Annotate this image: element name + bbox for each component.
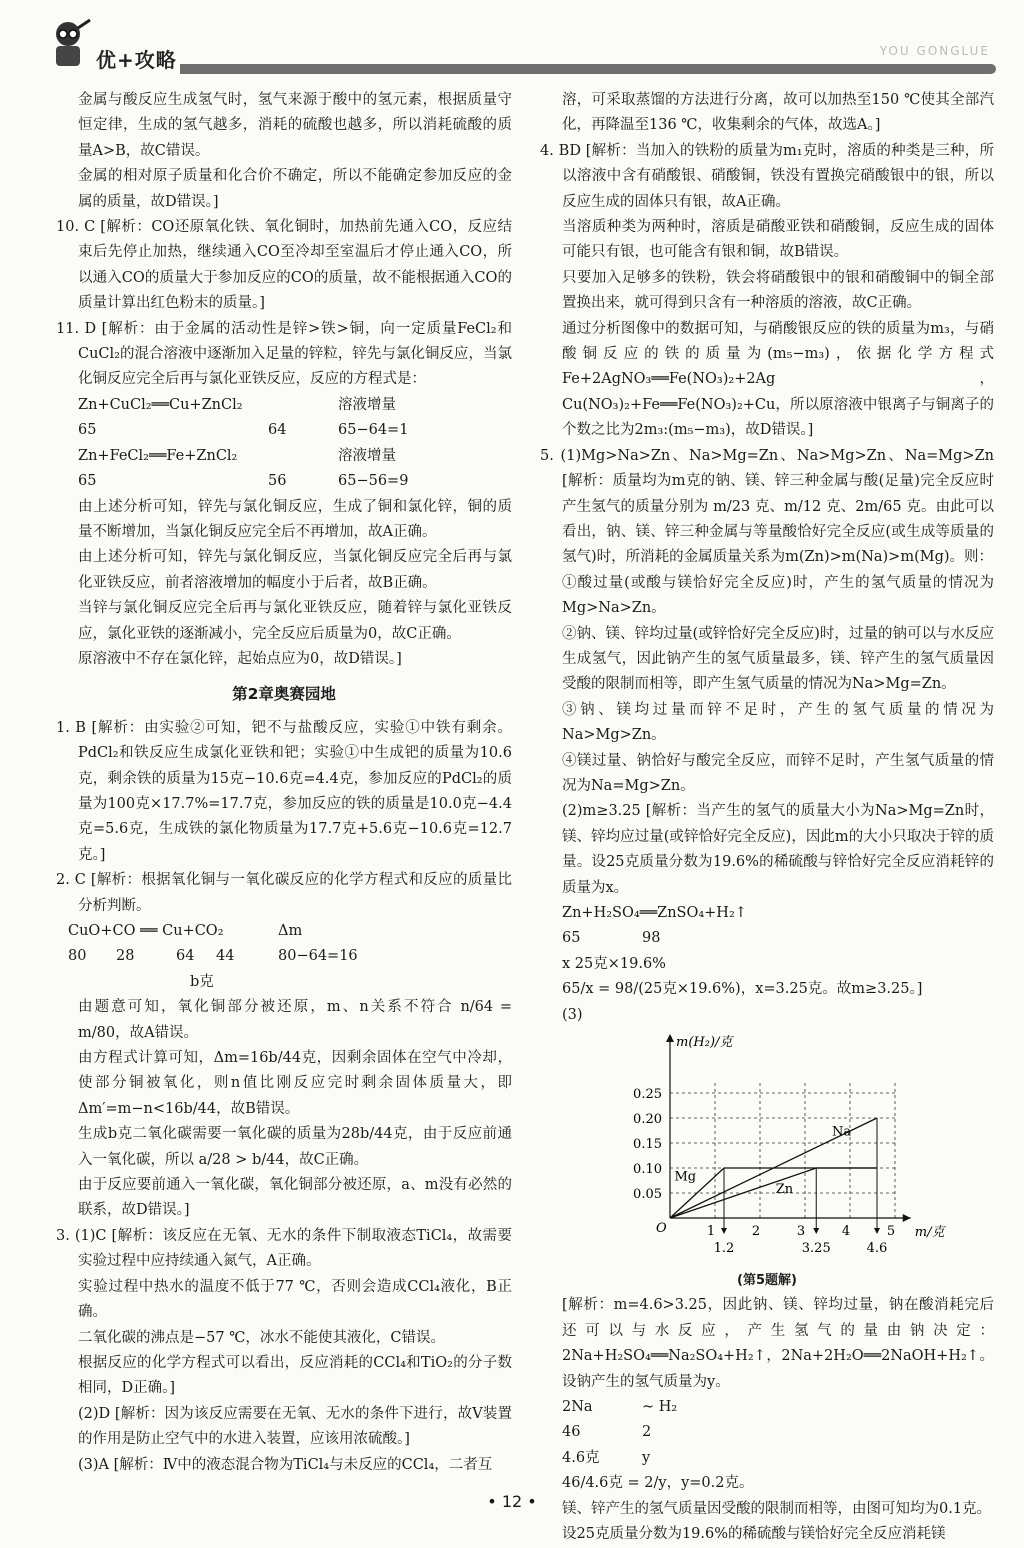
calc-cell: 65 xyxy=(562,930,581,947)
calc-cell: 4.6克 xyxy=(562,1449,600,1466)
paragraph: 实验过程中热水的温度不低于77 ℃，否则会造成CCl₄液化，B正确。 xyxy=(78,1278,512,1321)
calc-cell: Zn+CuCl₂══Cu+ZnCl₂ xyxy=(78,396,243,413)
left-column xyxy=(56,88,512,1478)
hydrogen-chart xyxy=(540,1028,994,1268)
calc-cell: 溶液增量 xyxy=(338,396,396,413)
paragraph: 根据反应的化学方程式可以看出，反应消耗的CCl₄和TiO₂的分子数相同，D正确。] xyxy=(78,1354,512,1397)
calc-cell: 溶液增量 xyxy=(338,447,396,464)
page-header xyxy=(0,0,1024,90)
paragraph: (2)m≥3.25 [解析：当产生的氢气的质量大小为Na>Mg=Zn时，镁、锌均应过量(或锌恰好完全反应)，因此m的大小只取决于锌的质量。设25克质量分数为19.6%的稀硫酸与锌恰好完全反应消耗锌的质量为x。 xyxy=(562,803,994,896)
calc-cell: 65 xyxy=(78,473,97,490)
calc-cell: 65 xyxy=(78,422,97,439)
calc-cell: Zn+FeCl₂══Fe+ZnCl₂ xyxy=(78,447,238,464)
answer-11: 11. D [解析：由于金属的活动性是锌>铁>铜，向一定质量FeCl₂和CuCl₂的混合溶液中逐渐加入足量的锌粒，锌先与氯化铜反应，当氯化铜反应完全后再与氯化亚铁反应，反应的方程式是： xyxy=(56,320,512,388)
y-axis-label: m(H₂)/克 xyxy=(676,1035,733,1051)
q5-na-calc xyxy=(540,1395,994,1471)
mascot-icon xyxy=(48,18,92,70)
paragraph: 金属的相对原子质量和化合价不确定，所以不能确定参加反应的金属的质量，故D错误。] xyxy=(78,168,512,210)
paragraph: ④镁过量、钠恰好与酸完全反应，而锌不足时，产生氢气质量的情况为Na=Mg>Zn。 xyxy=(562,752,994,794)
q11-calc-table xyxy=(56,393,512,495)
paragraph: 当锌与氯化铜反应完全后再与氯化亚铁反应，随着锌与氯化亚铁反应，氯化亚铁的逐渐减小，完全反应后质量为0，故C正确。 xyxy=(78,600,512,642)
calc-cell: 64 xyxy=(268,422,287,439)
calc-cell: 65−64=1 xyxy=(338,422,409,439)
chart-svg xyxy=(540,1028,994,1268)
equation: CuO+CO ══ Cu+CO₂ xyxy=(68,923,224,939)
calc-cell: 28 xyxy=(116,948,135,965)
x-tick-label: 1 xyxy=(706,1224,716,1240)
calc-cell: 56 xyxy=(268,473,287,490)
paragraph: 只要加入足够多的铁粉，铁会将硝酸银中的银和硝酸铜中的铜全部置换出来，就可得到只含有一种溶质的溶液，故C正确。 xyxy=(562,269,994,312)
s2-b-label: b克 xyxy=(190,973,214,990)
s2-numbers xyxy=(56,944,512,969)
y-tick-label: 0.10 xyxy=(633,1162,662,1178)
brand-tagline: YOU GONGLUE xyxy=(879,44,990,58)
calc-cell: 64 xyxy=(176,948,195,965)
marker-label: 3.25 xyxy=(801,1241,831,1257)
answer-s3: 3. (1)C [解析：该反应在无氧、无水的条件下制取液态TiCl₄，故需要实验过程中应持续通入氮气，A正确。 xyxy=(56,1227,512,1270)
x-tick-label: 5 xyxy=(886,1224,896,1240)
chart-caption: (第5题解) xyxy=(737,1273,797,1289)
equation: Zn+H₂SO₄══ZnSO₄+H₂↑ xyxy=(562,905,747,921)
paragraph: 由题意可知，氧化铜部分被还原，m、n关系不符合 n/64 = m/80，故A错误。 xyxy=(78,999,512,1041)
x-axis-arrow xyxy=(903,1214,911,1222)
paragraph: (3)A [解析：Ⅳ中的液态混合物为TiCl₄与未反应的CCl₄，二者互 xyxy=(78,1456,493,1473)
calc-cell xyxy=(268,444,338,469)
calc-cell: 2Na xyxy=(562,1399,593,1416)
series-label-na: Na xyxy=(832,1124,852,1140)
answer-10: 10. C [解析：CO还原氧化铁、氧化铜时，加热前先通入CO，反应结束后先停止加热，继续通入CO至冷却至室温后才停止通入CO，所以通入CO的质量大于参加反应的CO的质量，故不能根据通入CO的质量计算出红色粉末的质量。] xyxy=(56,219,512,312)
x-tick-label: 4 xyxy=(841,1224,851,1240)
marker-label: 1.2 xyxy=(713,1241,735,1257)
page-number: • 12 • xyxy=(487,1492,537,1511)
answer-5: 5. (1)Mg>Na>Zn、Na>Mg=Zn、Na>Mg>Zn、Na=Mg>Zn [解析：质量均为m克的钠、镁、锌三种金属与酸(足量)完全反应时产生氢气的质量分别为 m/23 克、m/12 克、2m/65 克。由此可以看出，钠、镁、锌三种金属与等量酸恰好完全反应(或生成等质量的氢气)时，所消耗的金属质量关系为m(Zn)>m(Na)>m(Mg)。则： xyxy=(540,447,994,566)
calc-cell: 65−56=9 xyxy=(338,473,409,490)
calc-cell: 44 xyxy=(216,948,235,965)
calc-cell: ~ H₂ xyxy=(642,1399,678,1416)
calc-cell: 2 xyxy=(642,1424,652,1441)
paragraph: 设25克质量分数为19.6%的稀硫酸与镁恰好完全反应消耗镁 xyxy=(562,1526,946,1543)
series-label-zn: Zn xyxy=(775,1182,794,1198)
y-tick-label: 0.25 xyxy=(633,1087,662,1103)
paragraph: 65/x = 98/(25克×19.6%)，x=3.25克。故m≥3.25。] xyxy=(562,981,923,998)
calc-cell: 80 xyxy=(68,948,87,965)
paragraph: ③钠、镁均过量而锌不足时，产生的氢气质量的情况为Na>Mg>Zn。 xyxy=(562,701,994,744)
paragraph: 46/4.6克 = 2/y，y=0.2克。 xyxy=(562,1475,754,1492)
series-label-mg: Mg xyxy=(674,1169,697,1185)
y-tick-label: 0.15 xyxy=(633,1137,662,1153)
answer-4: 4. BD [解析：当加入的铁粉的质量为m₁克时，溶质的种类是三种，所以溶液中含有硝酸银、硝酸铜，铁没有置换完硝酸银中的银，所以反应生成的固体只有银，故A正确。 xyxy=(540,142,994,210)
calc-cell: 98 xyxy=(642,930,661,947)
calc-cell: 46 xyxy=(562,1424,581,1441)
equation-delta: Δm xyxy=(278,923,303,939)
paragraph: x 25克×19.6% xyxy=(562,955,666,972)
paragraph: 生成b克二氧化碳需要一氧化碳的质量为28b/44克，由于反应前通入一氧化碳，所以 a/28 > b/44，故C正确。 xyxy=(78,1126,512,1168)
calc-cell xyxy=(268,393,338,418)
answer-s2: 2. C [解析：根据氧化铜与一氧化碳反应的化学方程式和反应的质量比分析判断。 xyxy=(56,872,512,914)
paragraph: 原溶液中不存在氯化锌，起始点应为0，故D错误。] xyxy=(78,650,402,667)
paragraph: 由上述分析可知，锌先与氯化铜反应，生成了铜和氯化锌，铜的质量不断增加，当氯化铜反应完全后不再增加，故A正确。 xyxy=(78,498,512,540)
header-bar xyxy=(180,64,996,74)
paragraph: 金属与酸反应生成氢气时，氢气来源于酸中的氢元素，根据质量守恒定律，生成的氢气越多，消耗的硫酸也越多，所以消耗硫酸的质量A>B，故C错误。 xyxy=(78,92,512,159)
chart-label: (3) xyxy=(562,1006,583,1023)
q5-numbers xyxy=(540,926,994,951)
paragraph: 通过分析图像中的数据可知，与硝酸银反应的铁的质量为m₃，与硝酸铜反应的铁的质量为(m₅−m₃)，依据化学方程式Fe+2AgNO₃══Fe(NO₃)₂+2Ag，Cu(NO₃)₂+Fe══Fe(NO₃)₂+Cu，所以原溶液中银离子与铜离子的个数之比为2m₃:(m₅−m₃)，故D错误。] xyxy=(562,320,994,439)
marker-arrow xyxy=(721,1228,727,1234)
paragraph: [解析：m=4.6>3.25，因此钠、镁、锌均过量，钠在酸消耗完后还可以与水反应，产生氢气的量由钠决定：2Na+H₂SO₄══Na₂SO₄+H₂↑，2Na+2H₂O══2NaOH+H₂↑。设钠产生的氢气质量为y。 xyxy=(562,1297,994,1390)
answer-s1: 1. B [解析：由实验②可知，钯不与盐酸反应，实验①中铁有剩余。PdCl₂和铁反应生成氯化亚铁和钯；实验①中生成钯的质量为10.6克，剩余铁的质量为15克−10.6克=4.4克，参加反应的PdCl₂的质量为100克×17.7%=17.7克，参加反应的铁的质量是10.0克−4.4克=5.6克，生成铁的氯化物质量为17.7克+5.6克−10.6克=12.7克。] xyxy=(56,719,512,863)
paragraph: 镁、锌产生的氢气质量因受酸的限制而相等，由图可知均为0.1克。 xyxy=(562,1500,992,1517)
x-tick-label: 3 xyxy=(796,1224,806,1240)
marker-arrow xyxy=(813,1228,819,1234)
y-tick-label: 0.05 xyxy=(633,1187,662,1203)
x-axis-label: m/克 xyxy=(914,1225,945,1241)
paragraph: ②钠、镁、锌均过量(或锌恰好完全反应)时，过量的钠可以与水反应生成氢气，因此钠产生的氢气质量最多，镁、锌产生的氢气质量因受酸的限制而相等，即产生氢气质量的情况为Na>Mg=Zn。 xyxy=(562,625,994,693)
y-tick-label: 0.20 xyxy=(633,1112,662,1128)
right-column xyxy=(540,88,994,1548)
marker-label: 4.6 xyxy=(866,1241,888,1257)
calc-cell: 80−64=16 xyxy=(278,948,358,965)
paragraph: 当溶质种类为两种时，溶质是硝酸亚铁和硝酸铜，反应生成的固体可能只有银，也可能含有银和铜，故B错误。 xyxy=(562,219,994,261)
section-title: 第2章奥赛园地 xyxy=(232,685,336,704)
y-axis-arrow xyxy=(666,1034,674,1042)
marker-arrow xyxy=(874,1228,880,1234)
paragraph: 溶，可采取蒸馏的方法进行分离，故可以加热至150 ℃使其全部汽化，再降温至136 ℃，收集剩余的气体，故选A。] xyxy=(562,92,994,134)
origin-label: O xyxy=(656,1221,667,1237)
s2-equation xyxy=(56,919,512,944)
paragraph: 二氧化碳的沸点是−57 ℃，冰水不能使其液化，C错误。 xyxy=(78,1329,446,1346)
paragraph: 由方程式计算可知，Δm=16b/44克，因剩余固体在空气中冷却，使部分铜被氧化，则n值比刚反应完时剩余固体质量大，即Δm′=m−n<16b/44，故B错误。 xyxy=(78,1050,512,1117)
paragraph: (2)D [解析：因为该反应需要在无氧、无水的条件下进行，故V装置的作用是防止空气中的水进入装置，应该用浓硫酸。] xyxy=(78,1405,512,1448)
paragraph: 由于反应要前通入一氧化碳，氧化铜部分被还原，a、m没有必然的联系，故D错误。] xyxy=(78,1177,512,1219)
brand-name: 优+攻略 xyxy=(96,48,177,72)
paragraph: 由上述分析可知，锌先与氯化铜反应，当氯化铜反应完全后再与氯化亚铁反应，前者溶液增加的幅度小于后者，故B正确。 xyxy=(78,549,512,591)
calc-cell: y xyxy=(642,1449,651,1466)
paragraph: ①酸过量(或酸与镁恰好完全反应)时，产生的氢气质量的情况为Mg>Na>Zn。 xyxy=(562,574,994,617)
x-tick-label: 2 xyxy=(751,1224,761,1240)
